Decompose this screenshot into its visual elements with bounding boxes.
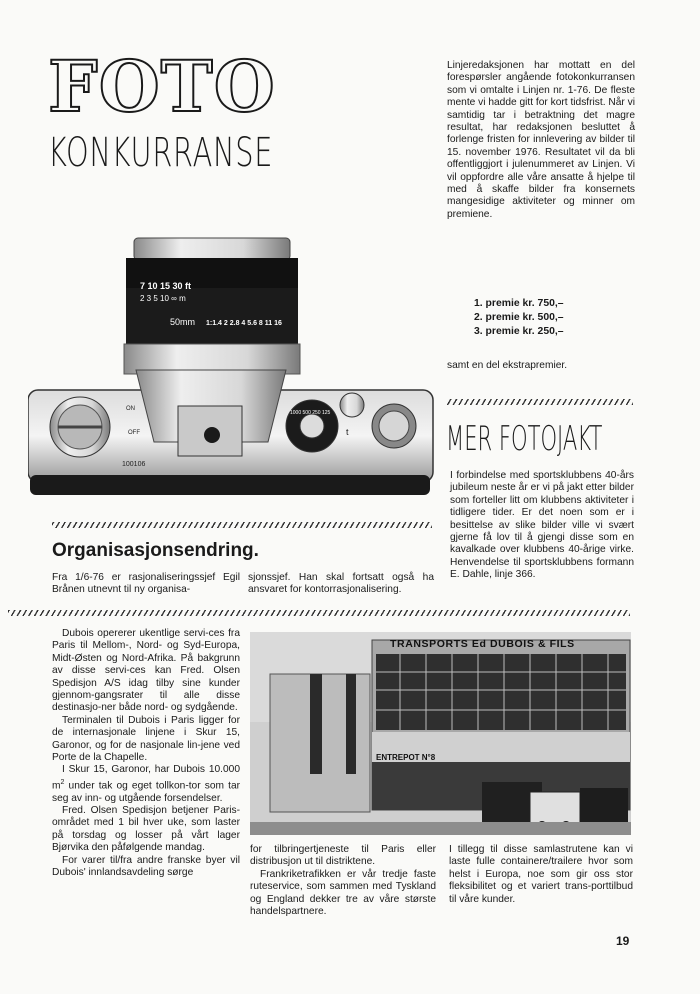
divider bbox=[8, 610, 630, 616]
intro-paragraph: Linjeredaksjonen har mottatt en del forespørsler angående fotokonkurransen som vi omtalte i Linjen nr. 1-76. De fleste mente vi hadde gitt for kort tidsfrist. Når vi samtidig tar i betraktning det magre resultat, har redaksjonen besluttet å forlenge fristen for innlevering av bilder til 15. november 1976. Resultatet vil da bli offentliggjort i julenummeret av Linjen. Vi vil oppfordre alle våre ansatte å hjelpe til med å skaffe bilder fra konsernets mangesidige aktiviteter og minner om premiene. bbox=[447, 60, 635, 220]
dial-mark: t bbox=[346, 427, 349, 437]
page-number: 19 bbox=[616, 934, 630, 948]
prize-3: 3. premie kr. 250,– bbox=[474, 326, 564, 337]
org-heading: Organisasjonsendring. bbox=[52, 540, 259, 561]
lens-scale-top: 7 10 15 30 ft bbox=[140, 281, 192, 291]
intro-text bbox=[447, 60, 635, 221]
title-foto: FOTO bbox=[48, 45, 276, 128]
dubois-col-3: I tillegg til disse samlastrutene kan vi laste fulle containere/trailere hvor som helst i Europa, noe som gir oss stor fleksibilitet og et variert trans-porttilbud til våre kunder. bbox=[449, 844, 633, 905]
entrepot-sign: ENTREPOT N°8 bbox=[376, 753, 436, 762]
dubois-col-2: for tilbringertjeneste til Paris eller distribusjon ut til distriktene. Frankriketrafikken er vår tredje faste ruteservice, som sammen med Tyskland og England dekker tre av våre største handelspartnere. bbox=[250, 844, 436, 918]
aperture-marks: 1:1.4 2 2.8 4 5.6 8 11 16 bbox=[206, 320, 282, 327]
title-konkurranse: KONKURRANSE bbox=[48, 130, 274, 176]
org-col-1: Fra 1/6-76 er rasjonaliseringssjef Egil Brånen utnevnt til ny organisa- bbox=[52, 572, 240, 596]
divider bbox=[447, 399, 633, 405]
building-photo bbox=[250, 632, 631, 835]
camera-photo bbox=[28, 230, 438, 502]
prizes-extra: samt en del ekstrapremier. bbox=[447, 360, 568, 371]
shutter-speed-values: 1000 500 250 125 bbox=[290, 410, 331, 416]
prize-2: 2. premie kr. 500,– bbox=[474, 312, 564, 323]
switch-on-label: ON bbox=[126, 406, 135, 412]
mer-fotojakt-text: I forbindelse med sportsklubbens 40-års jubileum neste år er vi på jakt etter bilder som forteller litt om klubbens aktiviteter i tidligere tider. Er det noen som er i besittelse av slike bilder ville vi svært gjerne få lov til å gjengi disse som en kavalkade over klubbens 40-årige virke. Henvendelse til sportsklubbens formann E. Dahle, linje 366. bbox=[450, 470, 634, 581]
switch-off-label: OFF bbox=[128, 430, 140, 436]
building-sign: TRANSPORTS Ed DUBOIS & FILS bbox=[390, 638, 575, 650]
lens-focal-length: 50mm bbox=[170, 317, 196, 327]
mer-fotojakt-heading: MER FOTOJAKT bbox=[446, 419, 603, 459]
divider bbox=[52, 522, 432, 528]
camera-serial: 100106 bbox=[122, 461, 146, 468]
prize-1: 1. premie kr. 750,– bbox=[474, 298, 564, 309]
lens-scale-bottom: 2 3 5 10 ∞ m bbox=[140, 294, 186, 303]
dubois-col-1: Dubois opererer ukentlige servi-ces fra Paris til Mellom-, Nord- og Syd-Europa, Midt-Østen og Nord-Afrika. På bakgrunn av disse servi-ces kan Fred. Olsen Spedisjon A/S idag tilby sine kunder gjennom-gangsrater til alle disse destinasjo-ner både nord- og sydgående. Terminalen til Dubois i Paris ligger for de internasjonale linjene i Skur 15, Garonor, og for de nasjonale lin-jene ved Porte de la Chapelle. I Skur 15, Garonor, har Dubois 10.000 $m^2$ under tak og eget tollkon-tor som tar seg av inn- og utgående forsendelser. Fred. Olsen Spedisjon betjener Paris-området med 1 bil hver uke, som laster på torsdag og losser på vårt lager Bjørvika den påfølgende mandag. For varer til/fra andre franske byer vil Dubois' innlandsavdeling sørge bbox=[52, 628, 240, 879]
org-col-2: sjonssjef. Han skal fortsatt også ha ansvaret for kontorrasjonalisering. bbox=[248, 572, 434, 596]
prize-list bbox=[474, 297, 564, 339]
